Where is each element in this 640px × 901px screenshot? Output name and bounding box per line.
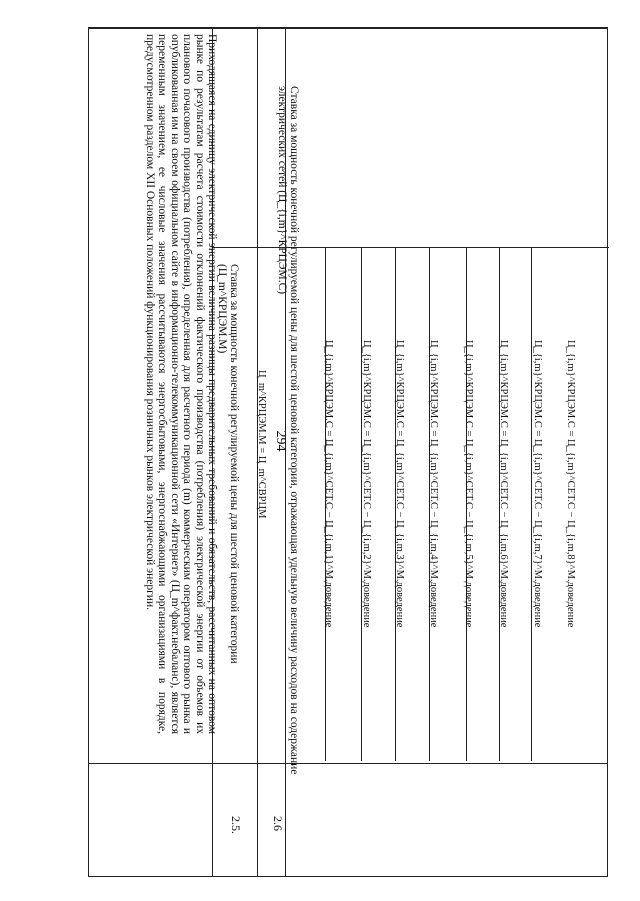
number-column-divider — [89, 763, 607, 764]
row-2-5-number: 2.5. — [229, 816, 243, 834]
row-2-5-formula: Ц_m^КРЦЭМ.М = Ц_m^СВРЦМ — [256, 370, 267, 519]
formula-row-5: Ц_{i,m}^КРЦЭМ.С = Ц_{i,m}^СЕТ.С − Ц_{i,m,5}^М.доведение — [463, 340, 474, 628]
formula-row-6: Ц_{i,m}^КРЦЭМ.С = Ц_{i,m}^СЕТ.С − Ц_{i,m,6}^М.доведение — [498, 340, 509, 628]
formula-row-2: Ц_{i,m}^КРЦЭМ.С = Ц_{i,m}^СЕТ.С − Ц_{i,m,2}^М.доведение — [361, 340, 372, 628]
row-2-6-number: 2.6 — [271, 816, 285, 831]
row-2-6-text: Ставка за мощность конечной регулируемой цены для шестой ценовой категории, отражающая удельную величину расходов на содержание электрических сетей (Ц_{i,m}^КРЦЭМ.С) — [275, 86, 300, 775]
formula-row-1: Ц_{i,m}^КРЦЭМ.С = Ц_{i,m}^СЕТ.С − Ц_{i,m,1}^М.доведение — [323, 340, 334, 628]
row-1-text — [118, 34, 218, 734]
formula-row-4: Ц_{i,m}^КРЦЭМ.С = Ц_{i,m}^СЕТ.С − Ц_{i,m,4}^М.доведение — [428, 340, 439, 628]
formula-row-3: Ц_{i,m}^КРЦЭМ.С = Ц_{i,m}^СЕТ.С − Ц_{i,m,3}^М.доведение — [394, 340, 405, 628]
page-number: 294 — [273, 430, 288, 452]
row-2-5-text: Ставка за мощность конечной регулируемой цены для шестой ценовой категории (Ц_m^КРЦЭМ.М) — [215, 264, 240, 664]
formula-row-7: Ц_{i,m}^КРЦЭМ.С = Ц_{i,m}^СЕТ.С − Ц_{i,m,7}^М.доведение — [532, 340, 543, 628]
paragraph-text: Приходящаяся на единицу электрической энергии величина разницы предварительных требований и обязательств, рассчитанных на оптовом рынке по результатам расчета стоимости отклонений фактического производства (потребления) электрической энергии от объемов их планового почасового производства (потребления), определенная для расчетного периода (m) коммерческим оператором оптового рынка и опубликованная им на своем официальном сайте в информационно-телекоммуникационной сети «Интернет» (Ц_m^факт.небаланс), является переменным значением, ее числовые значения рассчитываются энергосбытовыми, энергоснабжающими организациями в порядке, предусмотренном разделом XII Основных положений функционирования розничных рынков электрической энергии. — [143, 34, 218, 734]
formula-row-8: Ц_{i,m}^КРЦЭМ.С = Ц_{i,m}^СЕТ.С − Ц_{i,m,8}^М.доведение — [565, 340, 576, 628]
